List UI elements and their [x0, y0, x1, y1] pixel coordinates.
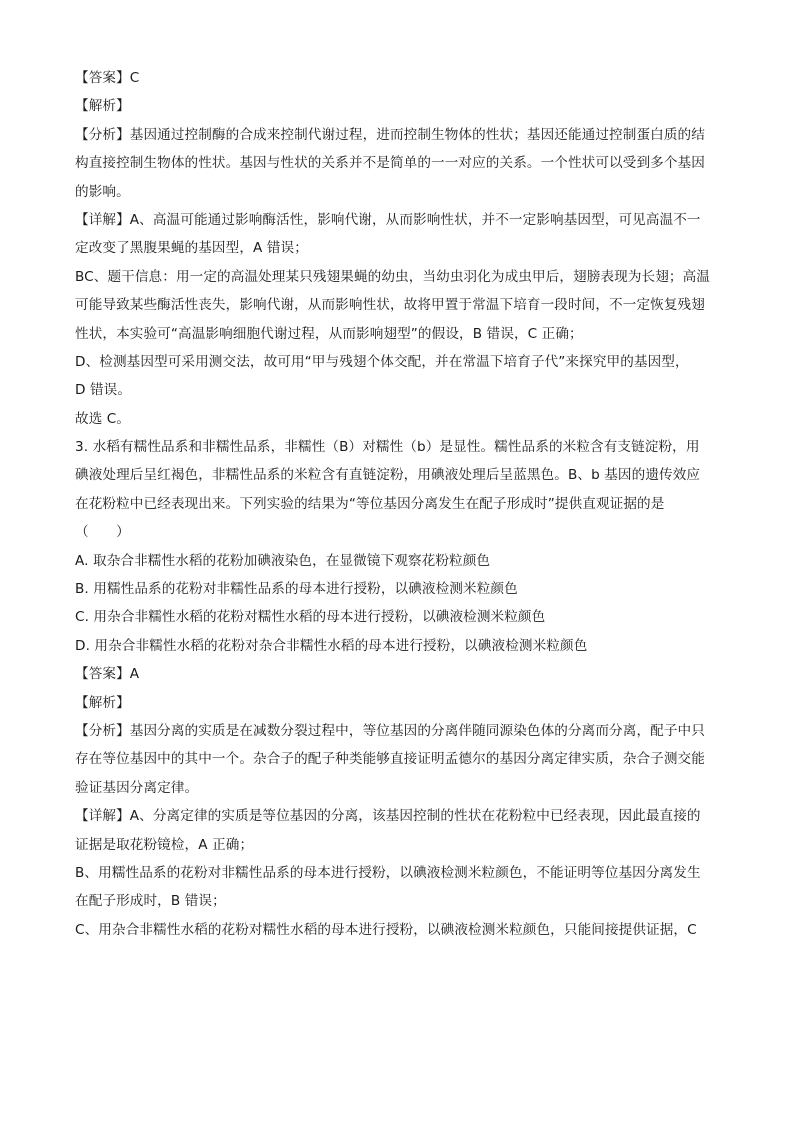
detail-text-line: 在配子形成时，B 错误； [75, 893, 226, 910]
option-d: D. 用杂合非糯性水稻的花粉对杂合非糯性水稻的母本进行授粉，以碘液检测米粒颜色 [75, 637, 588, 654]
detail-text-line: D、检测基因型可采用测交法，故可用“甲与残翅个体交配，并在常温下培育子代”来探究甲的基因型， [75, 353, 689, 370]
analysis-text-line: 【分析】基因分离的实质是在减数分裂过程中，等位基因的分离伴随同源染色体的分离而分离，配子中只 [75, 722, 705, 739]
detail-text-line: 性状，本实验可“高温影响细胞代谢过程，从而影响翅型”的假设，B 错误，C 正确； [75, 325, 583, 342]
detail-text-line: 【详解】A、高温可能通过影响酶活性，影响代谢，从而影响性状，并不一定影响基因型，可见高温不一 [75, 211, 701, 228]
detail-text-line: D 错误。 [75, 382, 132, 399]
question-3-stem: 碘液处理后呈红褐色，非糯性品系的米粒含有直链淀粉，用碘液处理后呈蓝黑色。B、b 基因的遗传效应 [75, 467, 701, 484]
detail-text-line: 证据是取花粉镜检，A 正确； [75, 836, 254, 853]
analysis-text-line: 验证基因分离定律。 [75, 779, 199, 796]
option-b: B. 用糯性品系的花粉对非糯性品系的母本进行授粉，以碘液检测米粒颜色 [75, 581, 518, 598]
option-c: C. 用杂合非糯性水稻的花粉对糯性水稻的母本进行授粉，以碘液检测米粒颜色 [75, 609, 546, 626]
question-3-stem: 3. 水稻有糯性品系和非糯性品系，非糯性（B）对糯性（b）是显性。糯性品系的米粒含有支链淀粉，用 [75, 439, 700, 456]
detail-text-line: B、用糯性品系的花粉对非糯性品系的母本进行授粉，以碘液检测米粒颜色，不能证明等位基因分离发生 [75, 864, 701, 881]
analysis-text-line: 【分析】基因通过控制酶的合成来控制代谢过程，进而控制生物体的性状；基因还能通过控制蛋白质的结 [75, 126, 705, 143]
analysis-label-q2: 【解析】 [75, 98, 130, 115]
detail-text-line: 【详解】A、分离定律的实质是等位基因的分离，该基因控制的性状在花粉粒中已经表现，因此最直接的 [75, 808, 701, 825]
analysis-text-line: 的影响。 [75, 183, 130, 200]
document-body [75, 64, 717, 944]
analysis-label-q3: 【解析】 [75, 694, 130, 711]
detail-text-line: C、用杂合非糯性水稻的花粉对糯性水稻的母本进行授粉，以碘液检测米粒颜色，只能间接提供证据，C [75, 921, 697, 938]
option-a: A. 取杂合非糯性水稻的花粉加碘液染色，在显微镜下观察花粉粒颜色 [75, 552, 491, 569]
question-3-blank: （ ） [75, 524, 130, 541]
detail-text-line: 可能导致某些酶活性丧失，影响代谢，从而影响性状，故将甲置于常温下培育一段时间，不一定恢复残翅 [75, 297, 705, 314]
analysis-text-line: 构直接控制生物体的性状。基因与性状的关系并不是简单的一一对应的关系。一个性状可以受到多个基因 [75, 155, 705, 172]
question-3-stem: 在花粉粒中已经表现出来。下列实验的结果为“等位基因分离发生在配子形成时”提供直观证据的是 [75, 495, 665, 512]
choice-conclusion: 故选 C。 [75, 410, 131, 427]
answer-label-q2: 【答案】C [75, 70, 140, 86]
detail-text-line: 定改变了黑腹果蝇的基因型，A 错误； [75, 240, 308, 257]
analysis-text-line: 存在等位基因中的其中一个。杂合子的配子种类能够直接证明孟德尔的基因分离定律实质，杂合子测交能 [75, 751, 705, 768]
answer-label-q3: 【答案】A [75, 666, 140, 683]
detail-text-line: BC、题干信息：用一定的高温处理某只残翅果蝇的幼虫，当幼虫羽化为成虫甲后，翅膀表现为长翅；高温 [75, 268, 710, 285]
